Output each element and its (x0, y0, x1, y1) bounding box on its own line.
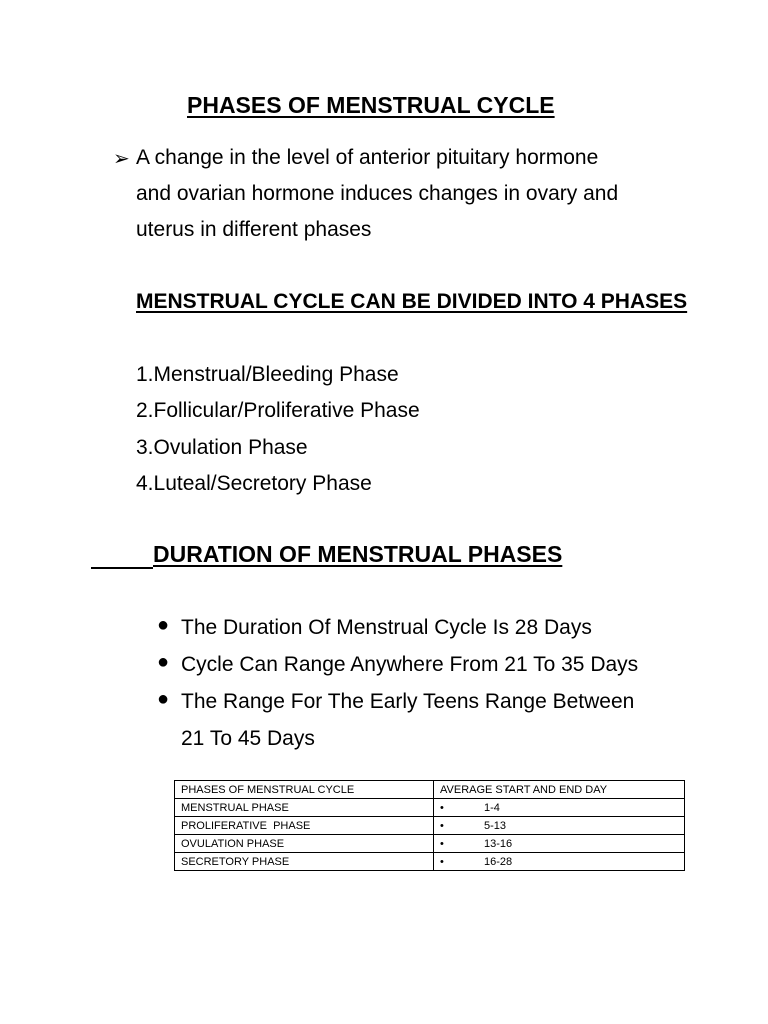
phase-item-3: 3.Ovulation Phase (136, 436, 308, 459)
duration-point-1: The Duration Of Menstrual Cycle Is 28 Days (181, 616, 592, 639)
bullet-icon: • (440, 837, 444, 850)
bullet-icon: • (440, 819, 444, 832)
bullet-icon: ● (157, 614, 170, 636)
table-row (175, 835, 685, 853)
days-cell (434, 799, 685, 817)
phase-item-1: 1.Menstrual/Bleeding Phase (136, 363, 399, 386)
table-header-phase: PHASES OF MENSTRUAL CYCLE (175, 781, 434, 799)
days-cell (434, 835, 685, 853)
days-cell (434, 853, 685, 871)
duration-point-2: Cycle Can Range Anywhere From 21 To 35 Days (181, 653, 639, 676)
intro-line-1: A change in the level of anterior pituitary hormone (136, 146, 599, 169)
heading-underline-extension (91, 567, 153, 569)
days-value: 1-4 (484, 801, 500, 814)
bullet-icon: ● (157, 688, 170, 710)
arrow-bullet-icon: ➢ (113, 148, 130, 170)
days-cell (434, 817, 685, 835)
phase-cell: MENSTRUAL PHASE (175, 799, 434, 817)
days-value: 13-16 (484, 837, 513, 850)
bullet-icon: • (440, 855, 444, 868)
phase-cell: OVULATION PHASE (175, 835, 434, 853)
days-value: 16-28 (484, 855, 513, 868)
phase-item-2: 2.Follicular/Proliferative Phase (136, 399, 420, 422)
table-row (175, 817, 685, 835)
intro-line-3: uterus in different phases (136, 218, 372, 241)
intro-line-2: and ovarian hormone induces changes in ovary and (136, 182, 619, 205)
table-header-row (175, 781, 685, 799)
days-value: 5-13 (484, 819, 507, 832)
page-title: PHASES OF MENSTRUAL CYCLE (187, 92, 555, 118)
bullet-icon: ● (157, 651, 170, 673)
table-row (175, 853, 685, 871)
bullet-icon: • (440, 801, 444, 814)
duration-heading: DURATION OF MENSTRUAL PHASES (153, 541, 563, 567)
table-row (175, 799, 685, 817)
phases-subheading: MENSTRUAL CYCLE CAN BE DIVIDED INTO 4 PHASES (136, 290, 688, 313)
duration-point-3: The Range For The Early Teens Range Between (181, 690, 635, 713)
table-header-days: AVERAGE START AND END DAY (434, 781, 685, 799)
phase-cell: PROLIFERATIVE PHASE (175, 817, 434, 835)
phase-cell: SECRETORY PHASE (175, 853, 434, 871)
phase-item-4: 4.Luteal/Secretory Phase (136, 472, 372, 495)
phases-table (174, 780, 685, 871)
duration-point-3-continued: 21 To 45 Days (181, 727, 315, 750)
